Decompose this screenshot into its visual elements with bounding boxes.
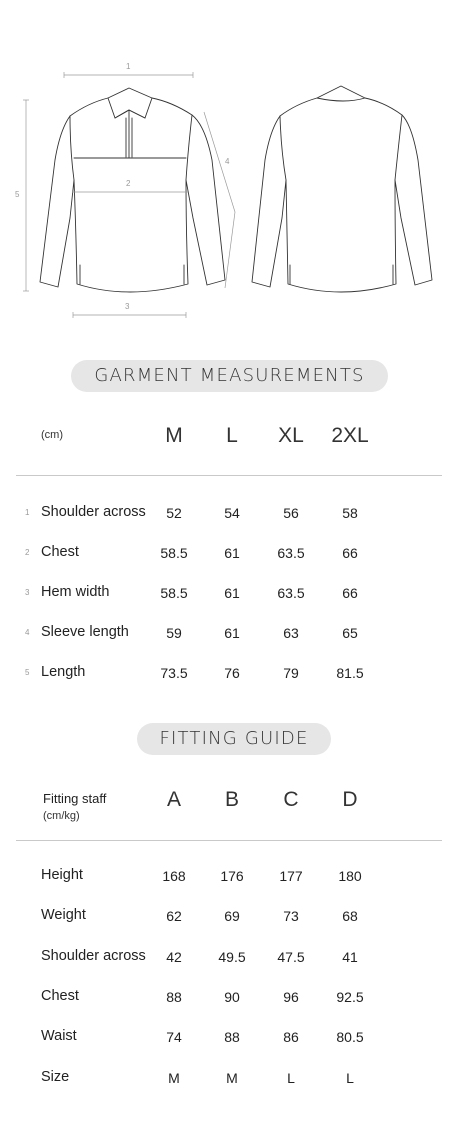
- row-label: Sleeve length: [41, 624, 129, 640]
- table-cell: 88: [224, 1029, 240, 1046]
- table-cell: 49.5: [218, 948, 246, 965]
- table-cell: 168: [162, 868, 186, 884]
- row-number: 2: [25, 548, 30, 557]
- table-cell: 63.5: [277, 545, 305, 561]
- size-header: M: [165, 424, 183, 447]
- size-header: XL: [278, 424, 304, 447]
- row-number: 5: [25, 668, 30, 677]
- table-cell: 47.5: [277, 948, 305, 965]
- measure-line-5: [23, 100, 29, 291]
- table-cell: 69: [224, 908, 240, 925]
- row-label: Chest: [41, 987, 79, 1004]
- table-cell: L: [346, 1069, 354, 1086]
- table-cell: 73.5: [160, 665, 188, 681]
- table-cell: 56: [283, 505, 299, 521]
- measure-line-1: [64, 72, 193, 78]
- row-number: 3: [25, 588, 30, 597]
- measure-label-5: 5: [15, 190, 20, 199]
- table-cell: 79: [283, 665, 299, 681]
- measure-label-2: 2: [126, 179, 131, 188]
- table-cell: 86: [283, 1029, 299, 1046]
- measurement-unit: (cm): [41, 429, 63, 441]
- table-cell: 58.5: [160, 585, 188, 601]
- table-cell: 41: [342, 948, 358, 965]
- table-cell: 61: [224, 545, 240, 561]
- table-cell: 61: [224, 625, 240, 641]
- table-cell: 62: [166, 908, 182, 925]
- garment-measurements-title: GARMENT MEASUREMENTS: [71, 360, 388, 392]
- staff-header: D: [342, 788, 358, 811]
- size-header: L: [226, 424, 238, 447]
- front-garment-drawing: [40, 88, 225, 292]
- table-cell: L: [287, 1069, 295, 1086]
- table-cell: 81.5: [336, 665, 364, 681]
- back-garment-drawing: [252, 86, 432, 292]
- divider: [16, 475, 442, 476]
- table-cell: 90: [224, 988, 240, 1005]
- table-cell: 65: [342, 625, 358, 641]
- measure-label-1: 1: [126, 62, 131, 71]
- row-label: Shoulder across: [41, 947, 146, 964]
- table-cell: 74: [166, 1029, 182, 1046]
- measure-label-3: 3: [125, 302, 130, 311]
- table-cell: 63.5: [277, 585, 305, 601]
- fitting-staff-label: Fitting staff: [43, 791, 107, 806]
- staff-header: B: [224, 788, 239, 811]
- row-label: Size: [41, 1068, 70, 1085]
- table-cell: 176: [220, 868, 244, 884]
- measure-line-4: [204, 112, 235, 288]
- table-cell: 66: [342, 585, 358, 601]
- row-label: Height: [41, 867, 83, 883]
- table-cell: 42: [166, 948, 182, 965]
- table-cell: 63: [283, 625, 299, 641]
- table-cell: 68: [342, 908, 358, 925]
- table-cell: 73: [283, 908, 299, 925]
- fitting-staff-unit: (cm/kg): [43, 810, 80, 822]
- table-cell: 59: [166, 625, 182, 641]
- row-label: Weight: [41, 907, 86, 924]
- table-cell: M: [168, 1069, 180, 1086]
- row-label: Length: [41, 664, 86, 680]
- divider: [16, 840, 442, 841]
- table-cell: 96: [283, 988, 299, 1005]
- table-cell: 92.5: [336, 988, 364, 1005]
- table-cell: M: [226, 1069, 238, 1086]
- staff-header: C: [283, 788, 299, 811]
- fitting-guide-title: FITTING GUIDE: [137, 723, 331, 755]
- row-number: 1: [25, 508, 30, 517]
- row-label: Chest: [41, 544, 79, 560]
- row-label: Waist: [41, 1028, 77, 1045]
- table-cell: 80.5: [336, 1029, 364, 1046]
- measure-label-4: 4: [225, 157, 230, 166]
- table-cell: 180: [338, 868, 362, 884]
- table-cell: 76: [224, 665, 240, 681]
- table-cell: 66: [342, 545, 358, 561]
- table-cell: 61: [224, 585, 240, 601]
- garment-diagram: [0, 0, 459, 330]
- row-number: 4: [25, 628, 30, 637]
- table-cell: 52: [166, 505, 182, 521]
- staff-header: A: [166, 788, 181, 811]
- row-label: Shoulder across: [41, 504, 146, 520]
- table-cell: 58.5: [160, 545, 188, 561]
- table-cell: 88: [166, 988, 182, 1005]
- table-cell: 177: [279, 868, 303, 884]
- table-cell: 58: [342, 505, 358, 521]
- table-cell: 54: [224, 505, 240, 521]
- row-label: Hem width: [41, 584, 110, 600]
- measure-line-3: [73, 312, 186, 318]
- size-header: 2XL: [331, 424, 369, 447]
